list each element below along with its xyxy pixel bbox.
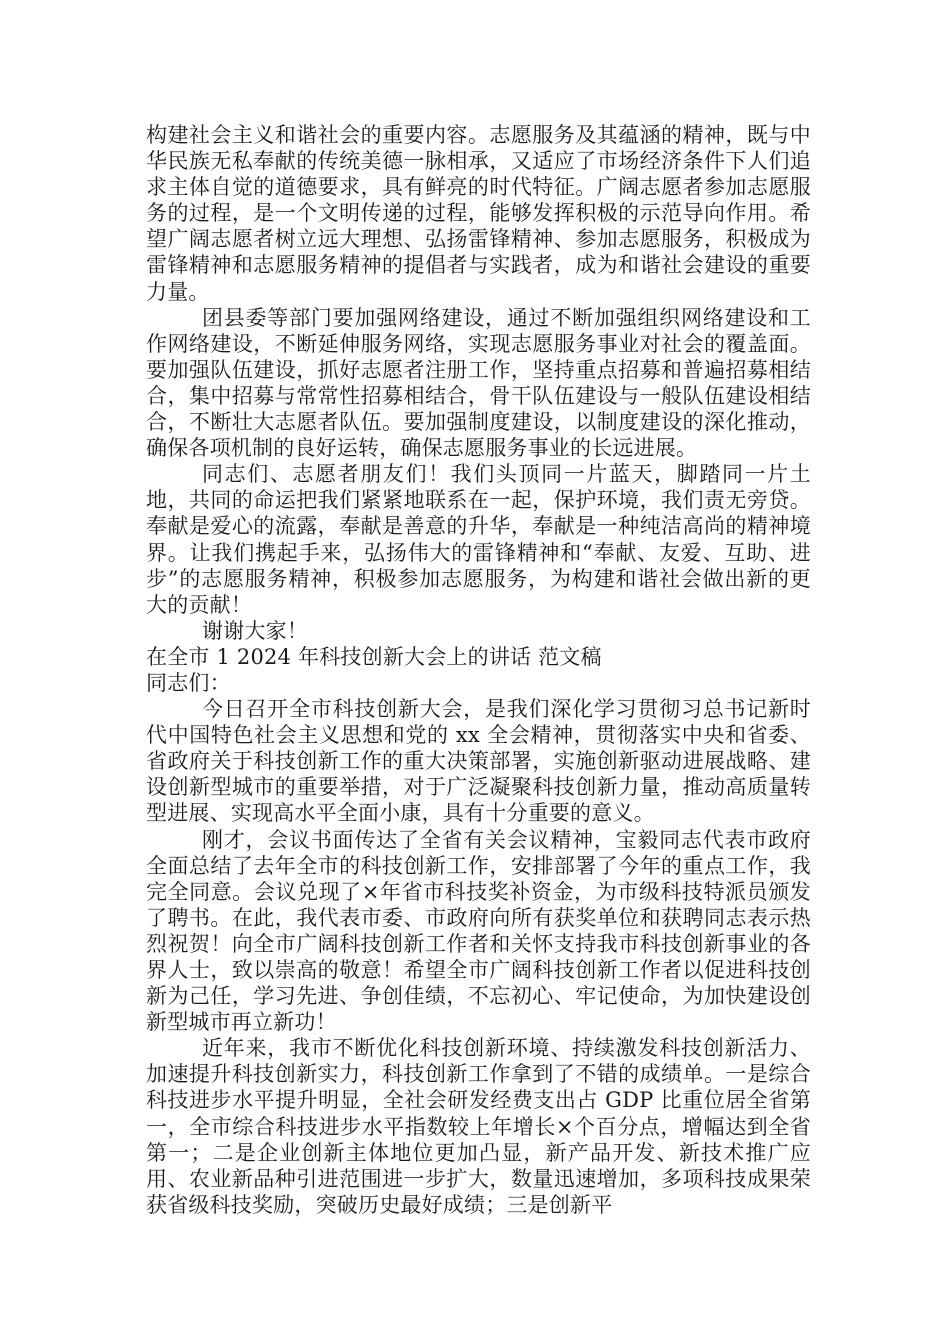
paragraph-volunteer-spirit: 构建社会主义和谐社会的重要内容。志愿服务及其蕴涵的精神，既与中华民族无私奉献的传统美德一脉相承，又适应了市场经济条件下人们追求主体自觉的道德要求，具有鲜亮的时代特征。广阔志愿者参加志愿服务的过程，是一个文明传递的过程，能够发挥积极的示范导向作用。希望广阔志愿者树立远大理想、弘扬雷锋精神、参加志愿服务，积极成为雷锋精神和志愿服务精神的提倡者与实践者，成为和谐社会建设的重要力量。 bbox=[146, 123, 811, 304]
speech-salutation: 同志们： bbox=[146, 670, 231, 695]
paragraph-conference-purpose: 今日召开全市科技创新大会，是我们深化学习贯彻习总书记新时代中国特色社会主义思想和党的 xx 全会精神，贯彻落实中央和省委、省政府关于科技创新工作的重大决策部署，实施创新驱动进展战略、建设创新型城市的重要举措，对于广泛凝聚科技创新力量，推动高质量转型进展、实现高水平全面小康，具有十分重要的意义。 bbox=[146, 697, 811, 826]
speech-title: 在全市 1 2024 年科技创新大会上的讲话 范文稿 bbox=[146, 644, 602, 669]
paragraph-congratulations: 刚才，会议书面传达了全省有关会议精神，宝毅同志代表市政府全面总结了去年全市的科技创新工作，安排部署了今年的重点工作，我完全同意。会议兑现了×年省市科技奖补资金，为市级科技特派员颁发了聘书。在此，我代表市委、市政府向所有获奖单位和获聘同志表示热烈祝贺！向全市广阔科技创新工作者和关怀支持我市科技创新事业的各界人士，致以崇高的敬意！希望全市广阔科技创新工作者以促进科技创新为己任，学习先进、争创佳绩，不忘初心、牢记使命，为加快建设创新型城市再立新功！ bbox=[146, 827, 811, 1035]
paragraph-thanks: 谢谢大家！ bbox=[202, 618, 308, 643]
document-body bbox=[146, 122, 811, 1218]
paragraph-network-building: 团县委等部门要加强网络建设，通过不断加强组织网络建设和工作网络建设，不断延伸服务网络，实现志愿服务事业对社会的覆盖面。要加强队伍建设，抓好志愿者注册工作，坚持重点招募和普遍招募相结合，集中招募与常常性招募相结合，骨干队伍建设与一般队伍建设相结合，不断壮大志愿者队伍。要加强制度建设，以制度建设的深化推动，确保各项机制的良好运转，确保志愿服务事业的长远进展。 bbox=[146, 305, 811, 461]
paragraph-call-to-action: 同志们、志愿者朋友们！我们头顶同一片蓝天，脚踏同一片土地，共同的命运把我们紧紧地联系在一起，保护环境，我们责无旁贷。奉献是爱心的流露，奉献是善意的升华，奉献是一种纯洁高尚的精神境界。让我们携起手来，弘扬伟大的雷锋精神和“奉献、友爱、互助、进步”的志愿服务精神，积极参加志愿服务，为构建和谐社会做出新的更大的贡献！ bbox=[146, 462, 811, 617]
paragraph-achievements: 近年来，我市不断优化科技创新环境、持续激发科技创新活力、加速提升科技创新实力，科技创新工作拿到了不错的成绩单。一是综合科技进步水平提升明显，全社会研发经费支出占 GDP 比重位居全省第一，全市综合科技进步水平指数较上年增长×个百分点，增幅达到全省第一；二是企业创新主体地位更加凸显，新产品开发、新技术推广应用、农业新品种引进范围进一步扩大，数量迅速增加，多项科技成果荣获省级科技奖励，突破历史最好成绩；三是创新平 bbox=[146, 1036, 811, 1217]
